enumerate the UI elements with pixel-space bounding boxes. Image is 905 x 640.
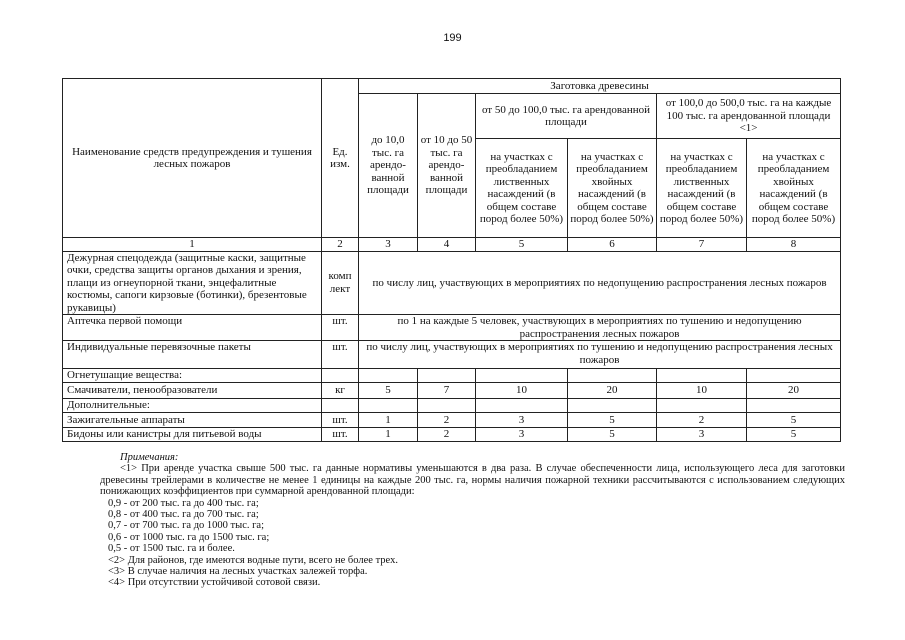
col3-header: до 10,0 тыс. га арендо-ванной площади: [359, 94, 418, 238]
row-value: 10: [476, 383, 568, 399]
col6-header: на участках с преобладанием хвойных насаждений (в общем составе пород более 50%): [568, 139, 657, 238]
table-row: [63, 413, 841, 428]
table-row: [63, 315, 841, 341]
col-name-header: Наименование средств предупреждения и тушения лесных пожаров: [63, 79, 322, 238]
page-number: 199: [443, 32, 462, 44]
row-merged-value: по 1 на каждые 5 человек, участвующих в мероприятиях по тушению и недопущению распространения лесных пожаров: [359, 315, 841, 341]
col-number: 1: [63, 238, 322, 252]
column-numbers-row: [63, 238, 841, 252]
row-value: 1: [359, 428, 418, 442]
row-unit: комп лект: [322, 251, 359, 315]
row-value: 20: [568, 383, 657, 399]
note-3: <3> В случае наличия на лесных участках залежей торфа.: [108, 566, 368, 578]
row-value: 5: [747, 413, 841, 428]
table-row: [63, 399, 841, 413]
coefficient-item: 0,9 - от 200 тыс. га до 400 тыс. га;: [108, 497, 259, 509]
row-name: Бидоны или канистры для питьевой воды: [63, 428, 322, 442]
col-number: 6: [568, 238, 657, 252]
row-name: Зажигательные аппараты: [63, 413, 322, 428]
col-number: 4: [418, 238, 476, 252]
row-unit: кг: [322, 383, 359, 399]
notes-section: [100, 452, 845, 589]
col-number: 2: [322, 238, 359, 252]
fire-equipment-norms-table: [62, 78, 841, 442]
table-row: [63, 428, 841, 442]
row-value: 7: [418, 383, 476, 399]
note-1: <1> При аренде участка свыше 500 тыс. га данные нормативы уменьшаются в два раза. В случае обеспеченности лица, использующего леса для заготовки древесины трейлерами в количестве не менее 1 единицы на каждые 200 тыс. га, нормы наличия пожарной техники рассчитываются с использованием следующих понижающих коэффициентов при суммарной арендованной площади:: [100, 463, 845, 498]
group-56-header: от 50 до 100,0 тыс. га арендованной площади: [476, 94, 657, 139]
row-unit: шт.: [322, 413, 359, 428]
group-header: Заготовка древесины: [359, 79, 841, 94]
row-name: Индивидуальные перевязочные пакеты: [63, 341, 322, 369]
notes-title: Примечания:: [120, 452, 179, 463]
row-value: 5: [747, 428, 841, 442]
row-merged-value: по числу лиц, участвующих в мероприятиях по недопущению распространения лесных пожаров: [359, 251, 841, 315]
group-78-header: от 100,0 до 500,0 тыс. га на каждые 100 тыс. га арендованной площади <1>: [657, 94, 841, 139]
table-row: [63, 251, 841, 315]
note-4: <4> При отсутствии устойчивой сотовой связи.: [108, 577, 321, 589]
coefficient-item: 0,7 - от 700 тыс. га до 1000 тыс. га;: [108, 520, 264, 532]
col8-header: на участках с преобладанием хвойных насаждений (в общем составе пород более 50%): [747, 139, 841, 238]
table-row: [63, 369, 841, 383]
col4-header: от 10 до 50 тыс. га арендо-ванной площади: [418, 94, 476, 238]
row-value: 3: [476, 428, 568, 442]
col7-header: на участках с преобладанием лиственных насаждений (в общем составе пород более 50%): [657, 139, 747, 238]
row-name: Огнетушащие вещества:: [63, 369, 322, 383]
row-value: 5: [359, 383, 418, 399]
note-2: <2> Для районов, где имеются водные пути, всего не более трех.: [108, 554, 398, 566]
row-merged-value: по числу лиц, участвующих в мероприятиях по тушению и недопущению распространения лесных пожаров: [359, 341, 841, 369]
row-value: 2: [418, 428, 476, 442]
row-name: Аптечка первой помощи: [63, 315, 322, 341]
row-value: 5: [568, 413, 657, 428]
col-number: 5: [476, 238, 568, 252]
row-value: 20: [747, 383, 841, 399]
row-unit: шт.: [322, 341, 359, 369]
col5-header: на участках с преобладанием лиственных насаждений (в общем составе пород более 50%): [476, 139, 568, 238]
row-value: 3: [657, 428, 747, 442]
row-value: 1: [359, 413, 418, 428]
table-row: [63, 341, 841, 369]
col-unit-header: Ед. изм.: [322, 79, 359, 238]
row-unit: шт.: [322, 428, 359, 442]
row-name: Дополнительные:: [63, 399, 322, 413]
coefficient-item: 0,5 - от 1500 тыс. га и более.: [108, 543, 235, 555]
row-name: Смачиватели, пенообразователи: [63, 383, 322, 399]
row-name: Дежурная спецодежда (защитные каски, защитные очки, средства защиты органов дыхания и зрения, плащи из огнеупорной ткани, энцефалитные костюмы, сапоги кирзовые (ботинки), брезентовые рукавицы): [63, 251, 322, 315]
col-number: 8: [747, 238, 841, 252]
coefficient-item: 0,6 - от 1000 тыс. га до 1500 тыс. га;: [108, 531, 270, 543]
table-row: [63, 383, 841, 399]
coefficient-item: 0,8 - от 400 тыс. га до 700 тыс. га;: [108, 509, 259, 521]
row-unit: шт.: [322, 315, 359, 341]
row-value: 3: [476, 413, 568, 428]
col-number: 7: [657, 238, 747, 252]
row-value: 2: [418, 413, 476, 428]
row-value: 5: [568, 428, 657, 442]
col-number: 3: [359, 238, 418, 252]
row-value: 10: [657, 383, 747, 399]
row-value: 2: [657, 413, 747, 428]
